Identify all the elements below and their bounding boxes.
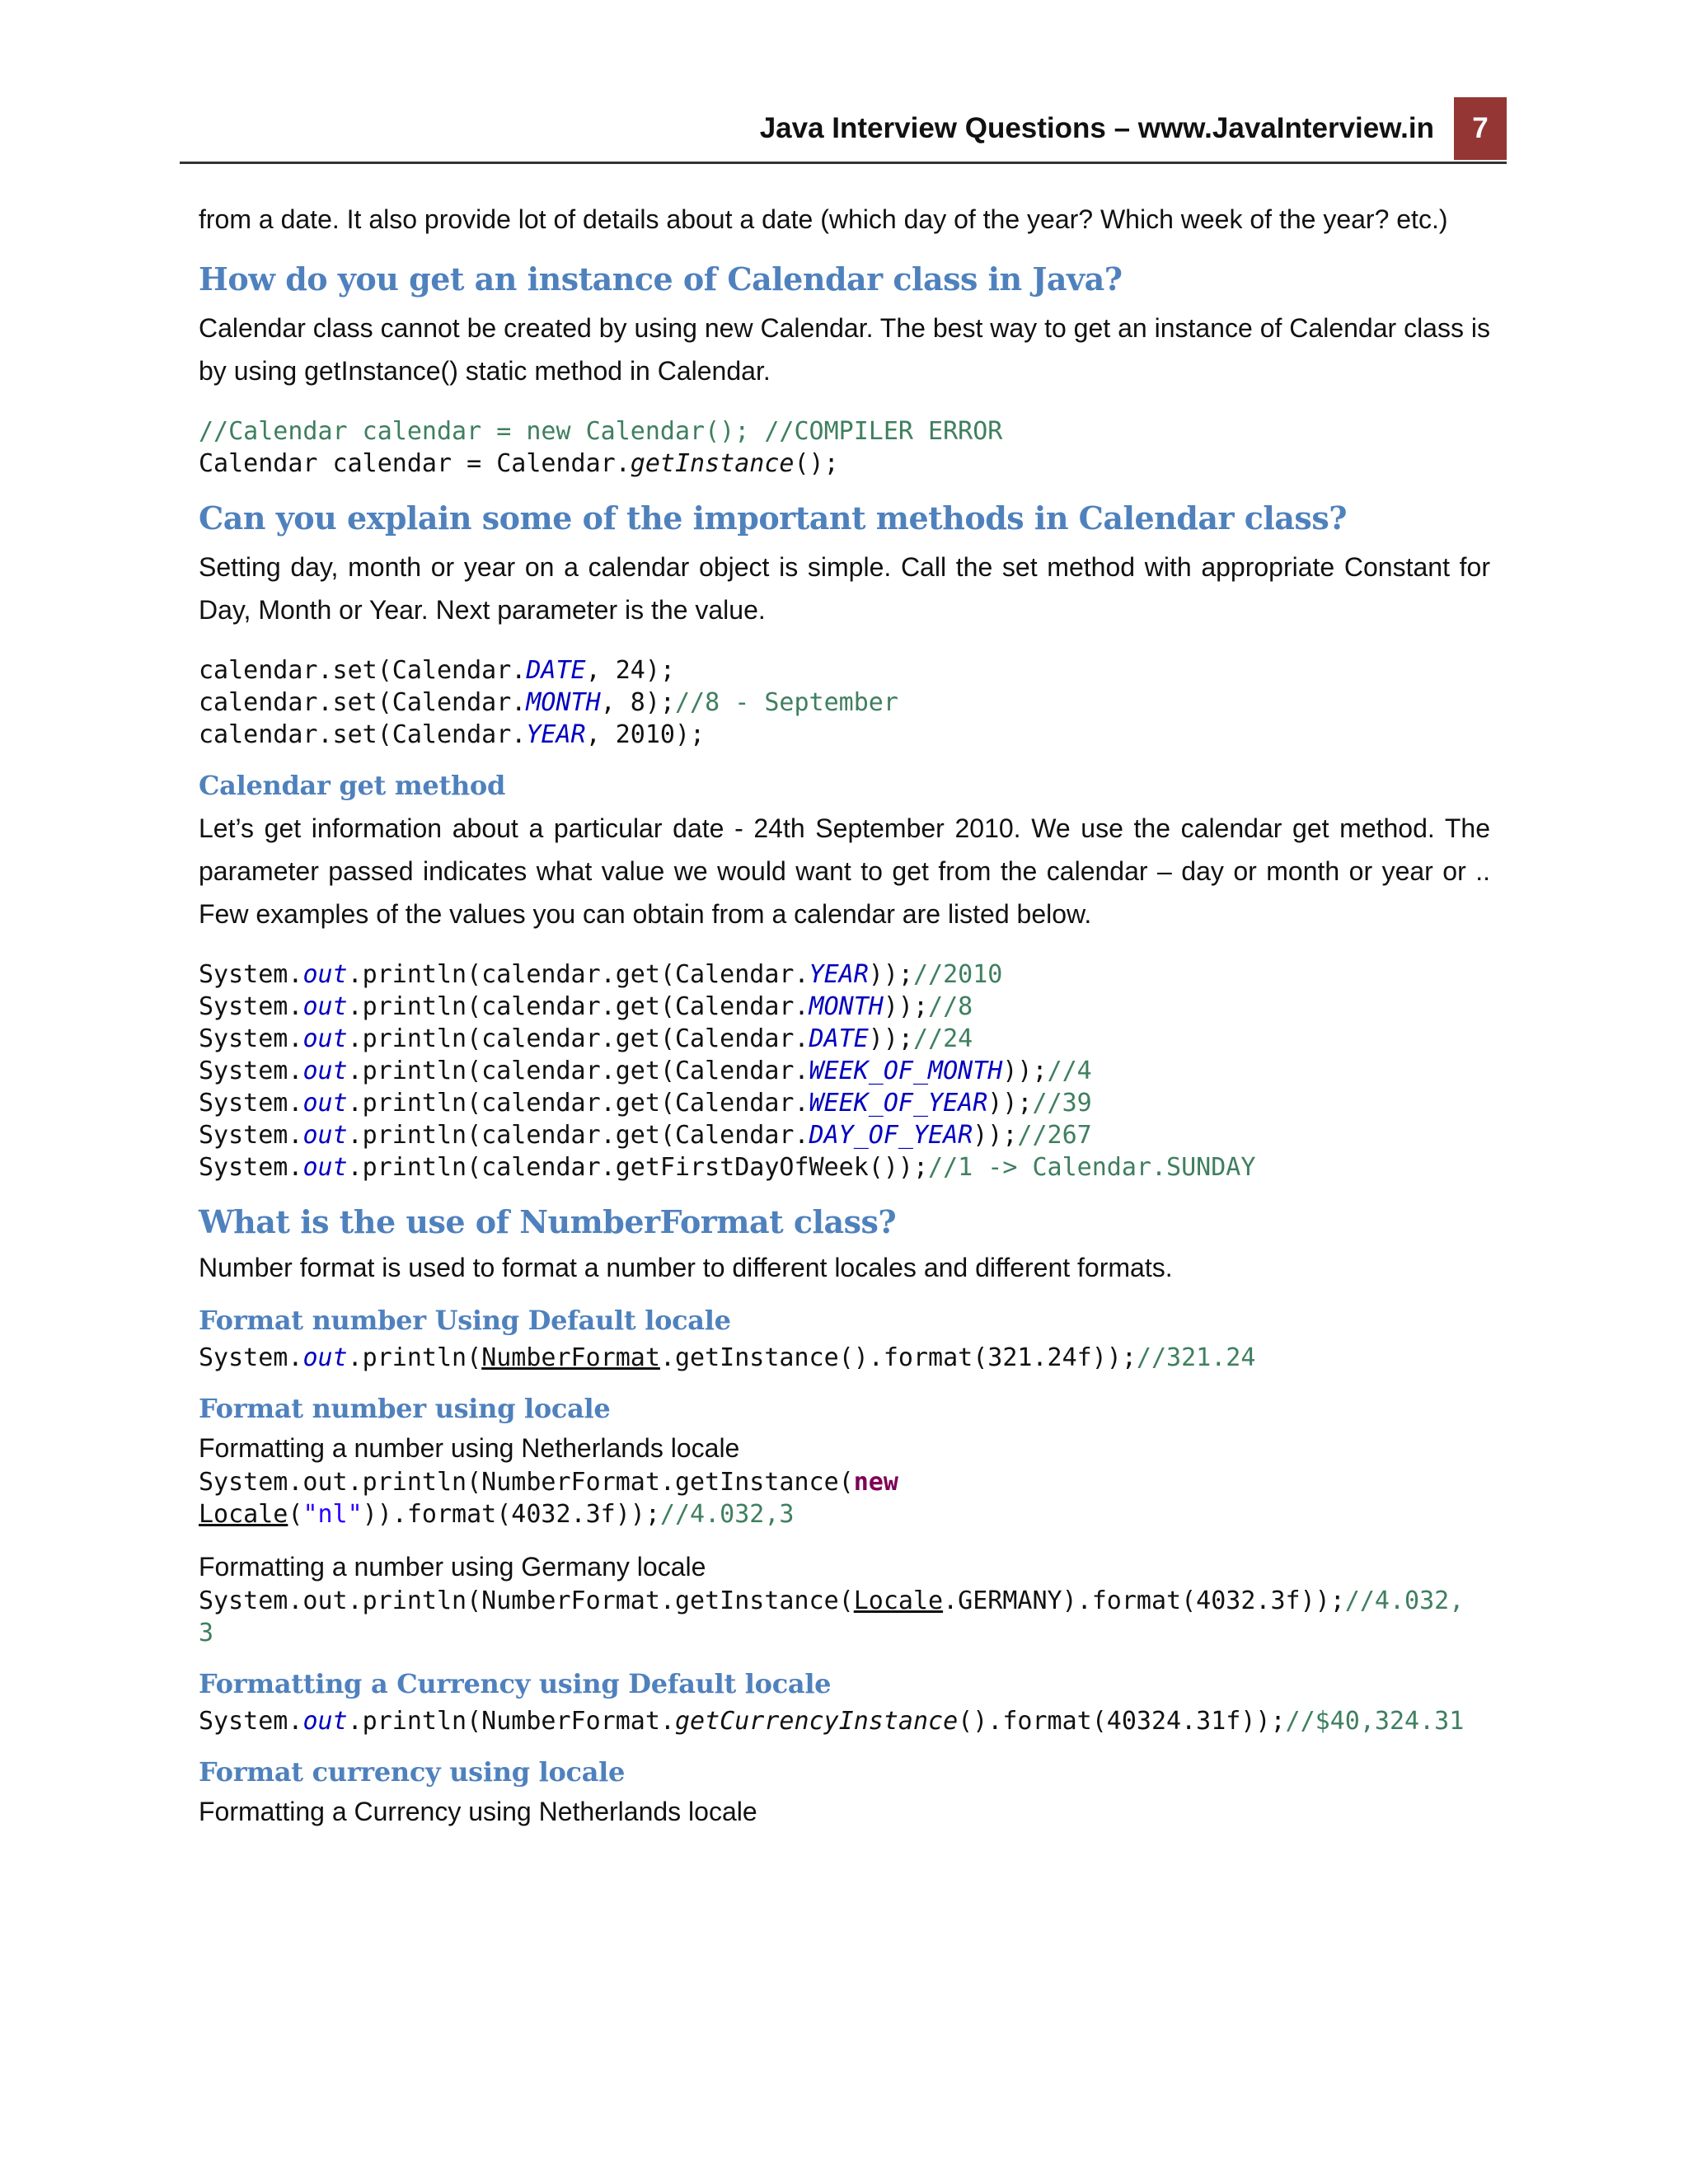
label-netherlands-locale: Formatting a number using Netherlands locale [199,1433,740,1463]
code-line: //Calendar calendar = new Calendar(); //COMPILER ERROR [199,417,1003,446]
code-line: System.out.println(calendar.get(Calendar.WEEK_OF_YEAR));//39 [199,1089,1092,1118]
paragraph-calendar-get: Let’s get information about a particular date - 24th September 2010. We use the calendar get method. The parameter passed indicates what value we would want to get from the calendar – day or month or year or .. Few examples of the values you can obtain from a calendar are listed below. [199,813,1490,929]
paragraph-calendar-methods: Setting day, month or year on a calendar object is simple. Call the set method with appropriate Constant for Day, Month or Year. Next parameter is the value. [199,552,1490,625]
intro-paragraph: from a date. It also provide lot of details about a date (which day of the year? Which week of the year? etc.) [199,204,1448,234]
heading-calendar-methods: Can you explain some of the important methods in Calendar class? [199,499,1347,537]
code-line: Locale("nl")).format(4032.3f));//4.032,3 [199,1500,795,1529]
code-line: Calendar calendar = Calendar.getInstance(); [199,449,839,478]
heading-currency-default-locale: Formatting a Currency using Default locale [199,1668,832,1699]
code-line: System.out.println(calendar.get(Calendar.YEAR));//2010 [199,960,1003,989]
code-line: calendar.set(Calendar.MONTH, 8);//8 - September [199,688,898,717]
page-header [180,97,1507,164]
code-line: System.out.println(NumberFormat.getInstance(new [199,1468,898,1497]
paragraph-currency-locale: Formatting a Currency using Netherlands locale [199,1797,757,1826]
code-line: System.out.println(calendar.get(Calendar.WEEK_OF_MONTH));//4 [199,1057,1092,1085]
heading-numberformat: What is the use of NumberFormat class? [199,1203,897,1240]
code-line: System.out.println(calendar.getFirstDayOfWeek());//1 -> Calendar.SUNDAY [199,1153,1256,1182]
code-line: calendar.set(Calendar.YEAR, 2010); [199,720,706,749]
code-line: System.out.println(calendar.get(Calendar.DATE));//24 [199,1024,973,1053]
header-title: Java Interview Questions – www.JavaInterview.in [759,112,1434,144]
paragraph-numberformat: Number format is used to format a number to different locales and different formats. [199,1253,1173,1282]
label-germany-locale: Formatting a number using Germany locale [199,1552,706,1582]
code-line: System.out.println(NumberFormat.getInstance().format(321.24f));//321.24 [199,1343,1256,1372]
heading-format-default-locale: Format number Using Default locale [199,1305,731,1336]
heading-currency-locale: Format currency using locale [199,1756,626,1788]
heading-calendar-instance: How do you get an instance of Calendar class in Java? [199,260,1123,298]
code-line: System.out.println(calendar.get(Calendar.DAY_OF_YEAR));//267 [199,1121,1092,1150]
code-block-instance [199,415,1490,480]
code-line: System.out.println(NumberFormat.getCurrencyInstance().format(40324.31f));//$40,324.31 [199,1707,1465,1736]
heading-format-locale: Format number using locale [199,1393,611,1424]
page-content [199,198,1490,1830]
code-line: System.out.println(NumberFormat.getInstance(Locale.GERMANY).format(4032.3f));//4.032, [199,1586,1465,1615]
paragraph-calendar-instance: Calendar class cannot be created by using new Calendar. The best way to get an instance of Calendar class is by using getInstance() static method in Calendar. [199,313,1490,386]
code-block-get [199,958,1490,1183]
code-line: System.out.println(calendar.get(Calendar.MONTH));//8 [199,992,973,1021]
code-line: calendar.set(Calendar.DATE, 24); [199,656,675,685]
page-number: 7 [1454,97,1507,160]
code-block-set [199,654,1490,751]
heading-calendar-get: Calendar get method [199,770,506,801]
code-line: 3 [199,1619,214,1647]
